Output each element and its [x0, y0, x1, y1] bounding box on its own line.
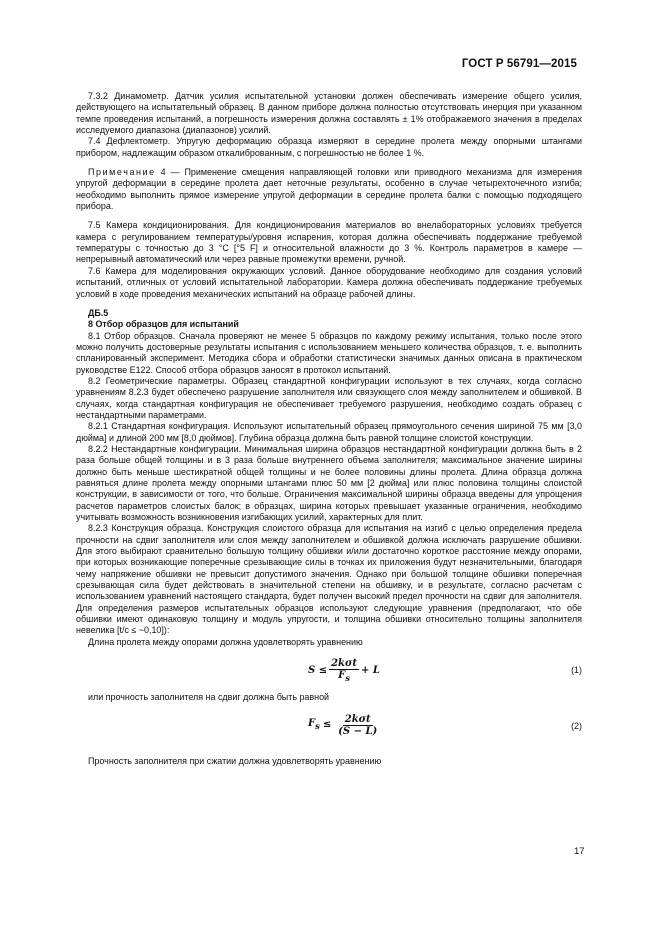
paragraph-8-2-3: 8.2.3 Конструкция образца. Конструкция слоистого образца для испытания на изгиб с целью определения предела прочности на сдвиг заполнителя или слоя между заполнителем и обшивкой должна исключать разрушение обшивки. Для этого выбирают сравнительно большую толщину обшивки и/или достаточно короткое расстояние между опорами, при которых возникающие поперечные срезывающие силы в точках их приложения будут незначительными, благодаря чему напряжение обшивки не превысит допустимого значения. Однако при большой толщине обшивки поперечная срезывающая сила будет действовать в значительной степени на обшивку, и в результате, согласно расчетам с использованием уравнений настоящего стандарта, будет получен высокий предел прочности на сдвиг для заполнителя. Для определения размеров испытательных образцов используют следующие уравнения (предполагают, что обе обшивки имеют одинаковую толщину и модуль упругости, и толщина обшивки относительно толщины заполнителя невелика [t/c ≤ ~0,10]):	[76, 523, 582, 636]
section-db5: ДБ.5	[88, 307, 109, 318]
eq1-fraction	[329, 658, 359, 684]
equation-1-number: (1)	[571, 665, 582, 676]
paragraph-7-4: 7.4 Дефлектометр. Упругую деформацию образца измеряют в середине пролета между опорными штангами прибором, надлежащим образом откалиброванным, с погрешностью не более 1 %.	[76, 136, 582, 158]
eq1-den-main: F	[338, 670, 346, 682]
standard-header: ГОСТ Р 56791—2015	[461, 58, 577, 70]
paragraph-7-3-2: 7.3.2 Динамометр. Датчик усилия испытательной установки должен обеспечивать измерение общего усилия, действующего на испытательный образец. В данном приборе должна полностью отсутствовать инерция при указанном темпе проведения испытаний, а погрешность измерения должна составлять ± 1% отображаемого значения в пределах исследуемого диапазона (диапазонов) усилий.	[76, 91, 582, 136]
paragraph-7-6: 7.6 Камера для моделирования окружающих условий. Данное оборудование необходимо для создания условий испытаний, отличных от условий испытательной лаборатории. Камера должна обеспечивать поддержание требуемых условий в ходе проведения механических испытаний на образце рабочей длины.	[76, 265, 582, 299]
paragraph-8-1: 8.1 Отбор образцов. Сначала проверяют не менее 5 образцов по каждому режиму испытания, только после этого можно получить достоверные результаты испытания с использованием меньшего количества образцов, т. е. выполнить спланированный эксперимент. Методика сбора и обработки статистически значимых данных описана в практическом руководстве Е122. Способ отбора образцов заносят в протокол испытаний.	[76, 330, 582, 375]
equation-3-intro: Прочность заполнителя при сжатии должна удовлетворять уравнению	[88, 755, 382, 766]
equation-2-number: (2)	[571, 720, 582, 731]
equation-2-math	[308, 714, 381, 737]
eq2-denominator: (S − L)	[338, 725, 378, 737]
eq2-lhs	[308, 718, 320, 732]
equation-2-intro: или прочность заполнителя на сдвиг должна быть равной	[88, 692, 330, 703]
paragraph-8-2-1: 8.2.1 Стандартная конфигурация. Используют испытательный образец прямоугольного сечения шириной 75 мм [3,0 дюйма] и длиной 200 мм [8,0 дюймов]. Глубина образца должна быть равной толщине слоистой конструкции.	[76, 421, 582, 443]
eq1-tail: + L	[360, 665, 380, 677]
equation-2	[76, 708, 582, 748]
eq2-fraction	[336, 714, 379, 737]
page-number: 17	[574, 846, 585, 857]
document-body	[76, 91, 582, 767]
note-4	[76, 167, 582, 212]
paragraph-7-5: 7.5 Камера кондиционирования. Для кондиционирования материалов во внелабораторных условиях требуется камера с регулированием температуры/уровня испарения, которая должна обеспечивать поддержание требуемой температуры с точностью до 3 °С [°5 F] и относительной влажности до 3 %. Контроль параметров в камере — непрерывный автоматический или через равные промежутки времени, ручной.	[76, 220, 582, 265]
eq1-den-sub: s	[345, 673, 350, 684]
eq2-lhs-sub: s	[315, 720, 320, 731]
equation-1	[76, 652, 582, 692]
eq2-relation: ≤	[322, 719, 332, 731]
eq2-lhs-main: F	[308, 717, 316, 729]
paragraph-8-2-2: 8.2.2 Нестандартные конфигурации. Минимальная ширина образцов нестандартной конфигурации должна быть в 2 раза больше общей толщины и в 3 раза больше внутреннего объема заполнителя; максимальное значение ширины должно быть меньше шестикратной общей толщины и не более половины длины пролета. Длина образца должна равняться длине пролета между опорными штангами плюс 50 мм [2 дюйма] или плюс половина толщины слоистой конструкции, в зависимости от того, что больше. Ограничения максимальной ширины образца введены для упрощения расчетов параметров слоистых балок; в образцах, ширина которых превышает указанные ограничения, необходимо учитывать возможность возникновения изгибающих усилий, характерных для плит.	[76, 443, 582, 523]
eq1-numerator: 2kσt	[331, 658, 357, 670]
eq2-numerator: 2kσt	[344, 713, 371, 725]
eq1-lhs: S ≤	[308, 665, 328, 677]
paragraph-8-2: 8.2 Геометрические параметры. Образец стандартной конфигурации используют в тех случаях, когда согласно уравнениям 8.2.3 будет обеспечено разрушение заполнителя или связующего слоя между заполнителем и обшивкой. В случаях, когда стандартная конфигурация не обеспечивает требуемого разрушения, необходимо создать образец с нестандартными параметрами.	[76, 375, 582, 420]
equation-1-math	[308, 658, 380, 684]
section-8-title: 8 Отбор образцов для испытаний	[88, 319, 239, 330]
eq1-denominator	[336, 670, 352, 684]
note-label: Примечание	[88, 167, 156, 178]
note-text: 4 — Применение смещения направляющей головки или приводного механизма для измерения упругой деформации в середине пролета дает неточные результаты, особенно в случае четырехточечного изгиба; необходимо выполнить прямое измерение упругой деформации в середине пролета балки с помощью подходящего прибора.	[76, 167, 582, 212]
equation-1-intro: Длина пролета между опорами должна удовлетворять уравнению	[88, 636, 363, 647]
